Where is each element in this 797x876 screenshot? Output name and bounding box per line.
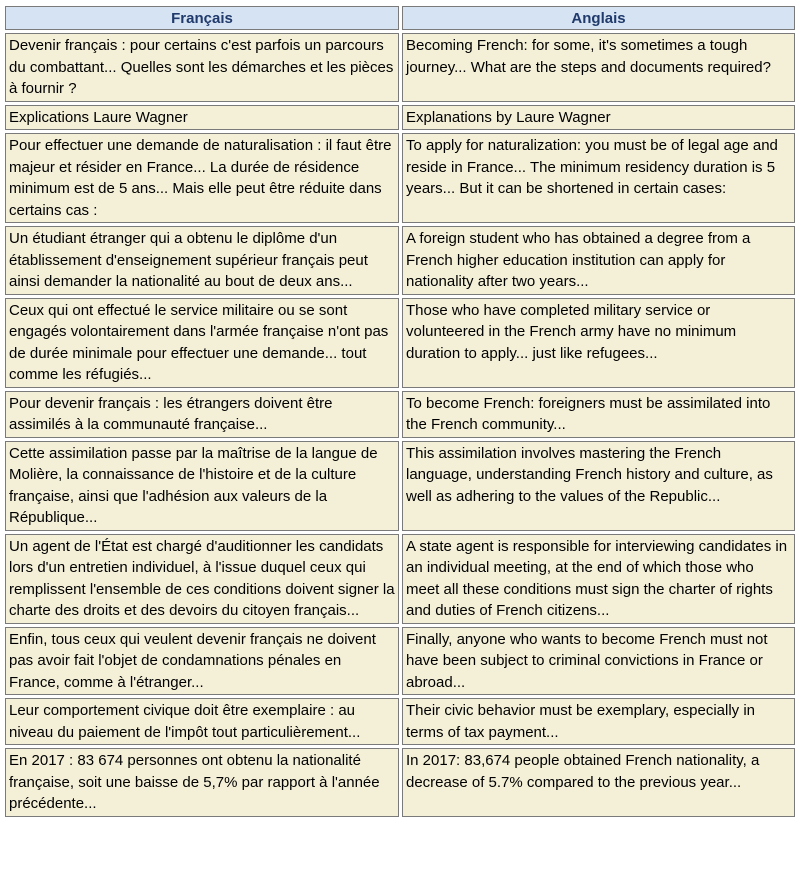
table-row [5,133,795,223]
table-row [5,226,795,295]
french-cell: Un étudiant étranger qui a obtenu le diplôme d'un établissement d'enseignement supérieur français peut ainsi demander la nationalité au bout de deux ans... [5,226,399,295]
english-cell: Explanations by Laure Wagner [402,105,795,131]
column-header-english: Anglais [402,6,795,30]
french-cell: Leur comportement civique doit être exemplaire : au niveau du paiement de l'impôt tout particulièrement... [5,698,399,745]
english-cell: Becoming French: for some, it's sometimes a tough journey... What are the steps and documents required? [402,33,795,102]
column-header-french: Français [5,6,399,30]
table-row [5,698,795,745]
table-row [5,627,795,696]
translation-table [2,3,797,820]
table-row [5,534,795,624]
english-cell: To apply for naturalization: you must be of legal age and reside in France... The minimum residency duration is 5 years... But it can be shortened in certain cases: [402,133,795,223]
english-cell: Their civic behavior must be exemplary, especially in terms of tax payment... [402,698,795,745]
french-cell: Pour devenir français : les étrangers doivent être assimilés à la communauté française... [5,391,399,438]
table-row [5,33,795,102]
french-cell: Devenir français : pour certains c'est parfois un parcours du combattant... Quelles sont les démarches et les pièces à fournir ? [5,33,399,102]
table-row [5,748,795,817]
english-cell: A foreign student who has obtained a degree from a French higher education institution can apply for nationality after two years... [402,226,795,295]
english-cell: Finally, anyone who wants to become French must not have been subject to criminal convictions in France or abroad... [402,627,795,696]
french-cell: Pour effectuer une demande de naturalisation : il faut être majeur et résider en France... La durée de résidence minimum est de 5 ans... Mais elle peut être réduite dans certains cas : [5,133,399,223]
english-cell: In 2017: 83,674 people obtained French nationality, a decrease of 5.7% compared to the previous year... [402,748,795,817]
french-cell: En 2017 : 83 674 personnes ont obtenu la nationalité française, soit une baisse de 5,7% par rapport à l'année précédente... [5,748,399,817]
table-row [5,298,795,388]
english-cell: To become French: foreigners must be assimilated into the French community... [402,391,795,438]
english-cell: Those who have completed military service or volunteered in the French army have no minimum duration to apply... just like refugees... [402,298,795,388]
english-cell: This assimilation involves mastering the French language, understanding French history and culture, as well as adhering to the values of the Republic... [402,441,795,531]
french-cell: Cette assimilation passe par la maîtrise de la langue de Molière, la connaissance de l'histoire et de la culture française, ainsi que l'adhésion aux valeurs de la République... [5,441,399,531]
french-cell: Un agent de l'État est chargé d'auditionner les candidats lors d'un entretien individuel, à l'issue duquel ceux qui remplissent l'ensemble de ces conditions doivent signer la charte des droits et des devoirs du citoyen français... [5,534,399,624]
header-row [5,6,795,30]
french-cell: Ceux qui ont effectué le service militaire ou se sont engagés volontairement dans l'armée française n'ont pas de durée minimale pour effectuer une demande... tout comme les réfugiés... [5,298,399,388]
table-row [5,391,795,438]
french-cell: Explications Laure Wagner [5,105,399,131]
table-row [5,441,795,531]
english-cell: A state agent is responsible for interviewing candidates in an individual meeting, at the end of which those who meet all these conditions must sign the charter of rights and duties of French citizens... [402,534,795,624]
table-row [5,105,795,131]
french-cell: Enfin, tous ceux qui veulent devenir français ne doivent pas avoir fait l'objet de condamnations pénales en France, comme à l'étranger... [5,627,399,696]
